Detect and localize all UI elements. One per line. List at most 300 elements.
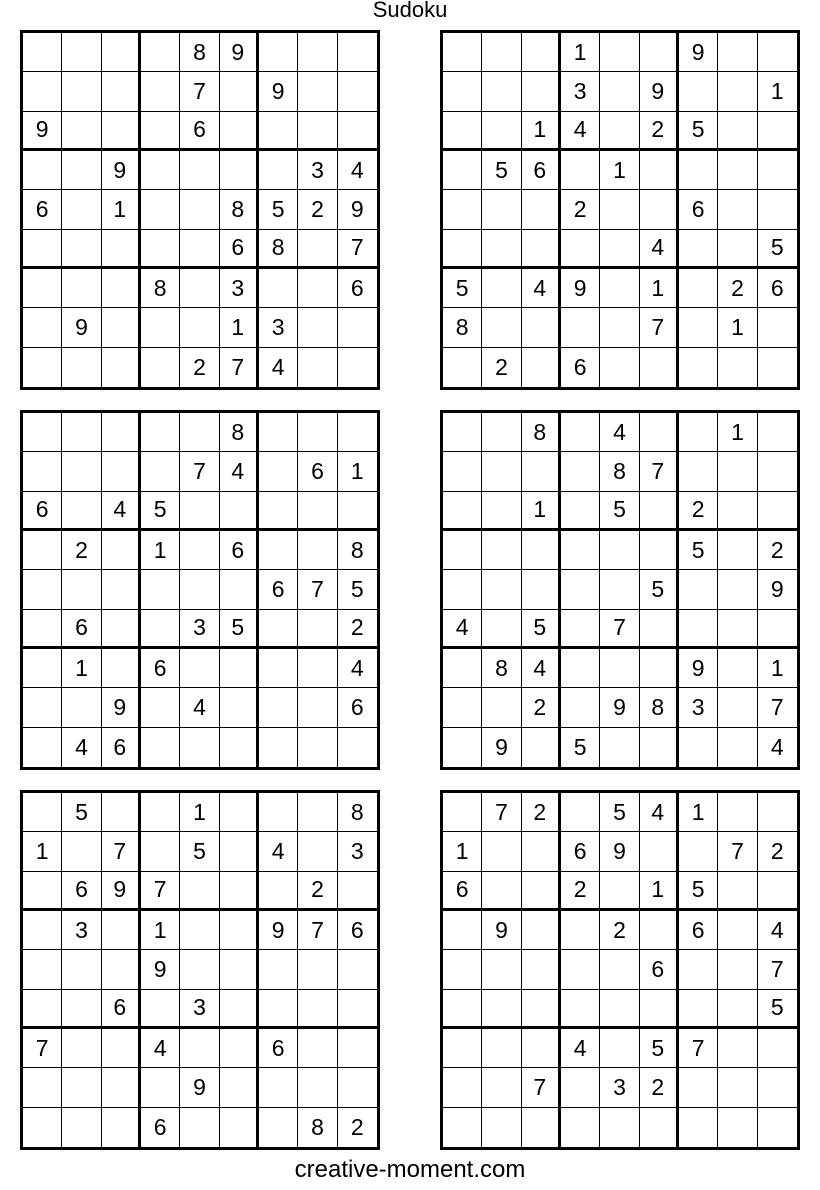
sudoku-cell: 1 — [640, 269, 679, 308]
sudoku-cell — [758, 492, 797, 531]
sudoku-cell: 1 — [718, 308, 757, 347]
sudoku-cell: 2 — [758, 531, 797, 570]
sudoku-cell — [102, 230, 141, 269]
sudoku-cell — [298, 1068, 337, 1107]
sudoku-cell — [180, 151, 219, 190]
sudoku-cell — [561, 452, 600, 491]
sudoku-cell — [180, 1029, 219, 1068]
sudoku-cell — [718, 72, 757, 111]
sudoku-cell — [718, 348, 757, 387]
sudoku-cell: 7 — [679, 1029, 718, 1068]
sudoku-cell: 4 — [522, 269, 561, 308]
sudoku-cell — [23, 911, 62, 950]
sudoku-cell — [259, 413, 298, 452]
sudoku-cell — [443, 728, 482, 767]
sudoku-cell — [298, 33, 337, 72]
sudoku-cell — [522, 1029, 561, 1068]
sudoku-cell — [298, 413, 337, 452]
sudoku-cell — [443, 990, 482, 1029]
sudoku-cell — [338, 112, 377, 151]
sudoku-cell: 8 — [522, 413, 561, 452]
sudoku-cell — [758, 1108, 797, 1147]
sudoku-cell — [141, 688, 180, 727]
sudoku-cell — [338, 728, 377, 767]
sudoku-cell: 1 — [180, 793, 219, 832]
sudoku-cell — [220, 570, 259, 609]
sudoku-cell — [718, 190, 757, 229]
sudoku-cell — [718, 452, 757, 491]
sudoku-cell — [443, 151, 482, 190]
sudoku-cell — [23, 1108, 62, 1147]
sudoku-cell — [522, 872, 561, 911]
sudoku-cell — [62, 1068, 101, 1107]
sudoku-cell — [679, 452, 718, 491]
sudoku-cell — [561, 649, 600, 688]
sudoku-cell — [443, 793, 482, 832]
sudoku-cell — [180, 190, 219, 229]
sudoku-cell — [220, 72, 259, 111]
sudoku-cell — [298, 348, 337, 387]
sudoku-cell — [758, 793, 797, 832]
sudoku-cell: 9 — [62, 308, 101, 347]
sudoku-cell — [220, 1029, 259, 1068]
sudoku-cell — [600, 348, 639, 387]
sudoku-cell — [298, 990, 337, 1029]
sudoku-cell — [522, 72, 561, 111]
sudoku-cell — [259, 452, 298, 491]
sudoku-cell — [679, 1068, 718, 1107]
sudoku-cell: 6 — [561, 348, 600, 387]
sudoku-cell — [482, 570, 521, 609]
sudoku-cell — [23, 950, 62, 989]
sudoku-cell: 2 — [522, 793, 561, 832]
sudoku-cell: 2 — [482, 348, 521, 387]
sudoku-cell — [298, 649, 337, 688]
sudoku-cell — [298, 1029, 337, 1068]
sudoku-grid-6 — [440, 790, 800, 1150]
sudoku-cell: 7 — [23, 1029, 62, 1068]
sudoku-cell — [640, 728, 679, 767]
sudoku-cell — [23, 570, 62, 609]
sudoku-cell — [522, 531, 561, 570]
sudoku-cell: 1 — [600, 151, 639, 190]
sudoku-cell: 8 — [338, 531, 377, 570]
sudoku-cell — [679, 269, 718, 308]
sudoku-cell — [718, 610, 757, 649]
sudoku-cell — [718, 990, 757, 1029]
sudoku-cell: 1 — [141, 911, 180, 950]
sudoku-cell: 6 — [220, 531, 259, 570]
sudoku-cell — [758, 452, 797, 491]
sudoku-cell: 4 — [758, 911, 797, 950]
sudoku-cell — [220, 990, 259, 1029]
sudoku-cell — [482, 610, 521, 649]
sudoku-cell — [141, 72, 180, 111]
sudoku-cell — [758, 190, 797, 229]
sudoku-cell: 7 — [758, 950, 797, 989]
sudoku-cell: 1 — [679, 793, 718, 832]
sudoku-cell: 2 — [338, 610, 377, 649]
sudoku-cell — [443, 688, 482, 727]
sudoku-cell — [141, 793, 180, 832]
sudoku-cell — [640, 531, 679, 570]
sudoku-cell — [443, 190, 482, 229]
sudoku-cell — [102, 570, 141, 609]
sudoku-cell: 2 — [298, 190, 337, 229]
sudoku-cell — [679, 348, 718, 387]
sudoku-cell — [259, 492, 298, 531]
sudoku-cell — [180, 911, 219, 950]
sudoku-cell: 7 — [640, 308, 679, 347]
sudoku-cell: 6 — [259, 1029, 298, 1068]
sudoku-cell — [600, 1108, 639, 1147]
sudoku-cell: 1 — [718, 413, 757, 452]
sudoku-cell: 2 — [758, 832, 797, 871]
sudoku-cell — [62, 33, 101, 72]
sudoku-cell — [259, 990, 298, 1029]
sudoku-cell — [141, 570, 180, 609]
sudoku-cell — [23, 348, 62, 387]
sudoku-cell: 1 — [141, 531, 180, 570]
sudoku-cell — [259, 151, 298, 190]
sudoku-cell: 4 — [259, 348, 298, 387]
sudoku-cell — [600, 1029, 639, 1068]
sudoku-cell — [718, 649, 757, 688]
sudoku-cell — [23, 308, 62, 347]
sudoku-cell — [102, 348, 141, 387]
sudoku-cell — [718, 1029, 757, 1068]
sudoku-cell — [23, 269, 62, 308]
sudoku-cell — [561, 950, 600, 989]
sudoku-cell: 5 — [482, 151, 521, 190]
sudoku-cell: 4 — [561, 1029, 600, 1068]
sudoku-cell — [141, 112, 180, 151]
sudoku-cell: 5 — [679, 531, 718, 570]
sudoku-cell — [62, 832, 101, 871]
sudoku-grid-5 — [20, 790, 380, 1150]
sudoku-grid-1 — [20, 30, 380, 390]
sudoku-cell: 9 — [102, 151, 141, 190]
sudoku-cell — [443, 911, 482, 950]
sudoku-cell: 5 — [758, 990, 797, 1029]
sudoku-cell — [298, 610, 337, 649]
sudoku-cell — [180, 950, 219, 989]
sudoku-cell: 1 — [522, 112, 561, 151]
sudoku-cell — [141, 413, 180, 452]
sudoku-cell: 4 — [600, 413, 639, 452]
sudoku-cell: 2 — [522, 688, 561, 727]
sudoku-cell — [102, 308, 141, 347]
sudoku-cell: 2 — [298, 872, 337, 911]
sudoku-cell — [259, 793, 298, 832]
sudoku-cell: 6 — [338, 911, 377, 950]
sudoku-cell: 7 — [758, 688, 797, 727]
sudoku-cell — [180, 649, 219, 688]
sudoku-cell — [443, 348, 482, 387]
sudoku-cell — [600, 230, 639, 269]
sudoku-cell — [102, 72, 141, 111]
sudoku-cell — [522, 33, 561, 72]
sudoku-cell — [718, 793, 757, 832]
sudoku-cell — [62, 72, 101, 111]
sudoku-cell — [141, 151, 180, 190]
sudoku-cell — [220, 1108, 259, 1147]
sudoku-grid-2 — [440, 30, 800, 390]
sudoku-cell — [482, 230, 521, 269]
sudoku-cell: 6 — [220, 230, 259, 269]
sudoku-cell — [561, 492, 600, 531]
sudoku-cell — [640, 413, 679, 452]
sudoku-cell — [23, 793, 62, 832]
sudoku-cell — [259, 33, 298, 72]
sudoku-cell: 8 — [482, 649, 521, 688]
sudoku-cell — [758, 33, 797, 72]
sudoku-cell — [180, 1108, 219, 1147]
sudoku-cell: 7 — [482, 793, 521, 832]
sudoku-cell — [102, 452, 141, 491]
sudoku-cell — [180, 728, 219, 767]
sudoku-cell: 1 — [443, 832, 482, 871]
sudoku-cell — [141, 990, 180, 1029]
sudoku-cell: 1 — [23, 832, 62, 871]
sudoku-cell: 8 — [220, 190, 259, 229]
sudoku-cell — [220, 112, 259, 151]
sudoku-cell — [522, 308, 561, 347]
sudoku-cell: 4 — [522, 649, 561, 688]
sudoku-cell: 6 — [102, 990, 141, 1029]
sudoku-cell — [180, 872, 219, 911]
sudoku-cell: 1 — [338, 452, 377, 491]
site-url-footer: creative-moment.com — [294, 1156, 526, 1183]
sudoku-cell: 9 — [259, 911, 298, 950]
sudoku-cell — [561, 610, 600, 649]
sudoku-cell — [102, 610, 141, 649]
sudoku-cell — [443, 1108, 482, 1147]
sudoku-cell: 6 — [679, 911, 718, 950]
sudoku-cell — [640, 348, 679, 387]
sudoku-cell — [338, 990, 377, 1029]
sudoku-cell: 4 — [259, 832, 298, 871]
sudoku-cell — [679, 950, 718, 989]
sudoku-cell — [482, 190, 521, 229]
sudoku-cell: 6 — [180, 112, 219, 151]
sudoku-cell — [23, 990, 62, 1029]
sudoku-cell — [102, 950, 141, 989]
sudoku-cell — [338, 1068, 377, 1107]
sudoku-cell: 2 — [180, 348, 219, 387]
sudoku-cell — [482, 413, 521, 452]
sudoku-cell — [62, 112, 101, 151]
sudoku-cell: 3 — [220, 269, 259, 308]
sudoku-cell — [718, 950, 757, 989]
sudoku-cell — [298, 793, 337, 832]
sudoku-cell — [298, 308, 337, 347]
sudoku-cell — [298, 688, 337, 727]
sudoku-cell — [443, 72, 482, 111]
sudoku-cell — [679, 413, 718, 452]
sudoku-cell: 5 — [640, 1029, 679, 1068]
sudoku-cell — [561, 1068, 600, 1107]
sudoku-cell: 5 — [522, 610, 561, 649]
sudoku-cell — [600, 72, 639, 111]
sudoku-cell: 1 — [102, 190, 141, 229]
sudoku-cell — [62, 990, 101, 1029]
sudoku-cell — [23, 230, 62, 269]
sudoku-cell: 5 — [443, 269, 482, 308]
sudoku-cell — [482, 33, 521, 72]
sudoku-cell: 6 — [679, 190, 718, 229]
sudoku-cell: 4 — [141, 1029, 180, 1068]
sudoku-cell — [758, 1068, 797, 1107]
sudoku-cell — [62, 348, 101, 387]
sudoku-cell — [338, 413, 377, 452]
sudoku-cell — [679, 832, 718, 871]
sudoku-cell: 9 — [102, 688, 141, 727]
sudoku-cell — [561, 793, 600, 832]
sudoku-cell — [338, 950, 377, 989]
sudoku-cell: 5 — [220, 610, 259, 649]
sudoku-cell: 7 — [180, 72, 219, 111]
sudoku-cell — [338, 308, 377, 347]
sudoku-cell — [298, 492, 337, 531]
sudoku-cell — [561, 990, 600, 1029]
sudoku-cell — [141, 832, 180, 871]
sudoku-cell — [522, 728, 561, 767]
sudoku-cell: 1 — [758, 649, 797, 688]
sudoku-cell: 9 — [482, 911, 521, 950]
sudoku-cell — [561, 308, 600, 347]
sudoku-cell — [718, 492, 757, 531]
sudoku-cell — [482, 531, 521, 570]
sudoku-cell — [482, 990, 521, 1029]
sudoku-cell — [23, 610, 62, 649]
sudoku-cell: 6 — [23, 190, 62, 229]
sudoku-cell — [102, 1108, 141, 1147]
sudoku-cell — [718, 911, 757, 950]
sudoku-cell — [718, 1108, 757, 1147]
sudoku-cell: 8 — [180, 33, 219, 72]
sudoku-cell — [482, 1108, 521, 1147]
sudoku-cell — [718, 872, 757, 911]
sudoku-cell — [758, 413, 797, 452]
sudoku-cell — [522, 190, 561, 229]
sudoku-cell — [102, 531, 141, 570]
sudoku-cell — [522, 348, 561, 387]
sudoku-cell — [102, 413, 141, 452]
sudoku-cell: 9 — [259, 72, 298, 111]
sudoku-cell: 4 — [338, 151, 377, 190]
sudoku-cell — [600, 308, 639, 347]
sudoku-cell — [640, 190, 679, 229]
sudoku-cell — [600, 990, 639, 1029]
sudoku-cell: 6 — [62, 872, 101, 911]
sudoku-cell — [220, 950, 259, 989]
sudoku-cell — [679, 72, 718, 111]
sudoku-cell — [23, 531, 62, 570]
sudoku-cell — [758, 348, 797, 387]
sudoku-cell — [23, 33, 62, 72]
sudoku-cell — [23, 728, 62, 767]
sudoku-cell: 6 — [141, 1108, 180, 1147]
sudoku-cell — [482, 950, 521, 989]
sudoku-cell — [561, 230, 600, 269]
sudoku-cell — [298, 728, 337, 767]
sudoku-cell: 6 — [298, 452, 337, 491]
sudoku-cell — [640, 610, 679, 649]
sudoku-cell — [259, 610, 298, 649]
sudoku-cell — [102, 649, 141, 688]
sudoku-cell: 5 — [600, 492, 639, 531]
sudoku-cell — [62, 190, 101, 229]
sudoku-cell — [600, 33, 639, 72]
sudoku-cell — [443, 1029, 482, 1068]
sudoku-cell — [259, 688, 298, 727]
sudoku-cell — [522, 1108, 561, 1147]
sudoku-cell — [718, 688, 757, 727]
sudoku-cell: 9 — [102, 872, 141, 911]
sudoku-cell — [718, 570, 757, 609]
sudoku-cell — [141, 308, 180, 347]
sudoku-cell — [298, 950, 337, 989]
sudoku-cell: 4 — [640, 230, 679, 269]
sudoku-cell: 5 — [180, 832, 219, 871]
sudoku-cell: 3 — [259, 308, 298, 347]
sudoku-cell — [679, 610, 718, 649]
sudoku-cell: 5 — [600, 793, 639, 832]
sudoku-cell: 8 — [338, 793, 377, 832]
sudoku-cell — [522, 230, 561, 269]
sudoku-grid-3 — [20, 410, 380, 770]
sudoku-cell: 6 — [338, 688, 377, 727]
sudoku-cell — [102, 1029, 141, 1068]
sudoku-cell: 8 — [220, 413, 259, 452]
sudoku-cell: 3 — [338, 832, 377, 871]
sudoku-cell — [522, 990, 561, 1029]
sudoku-cell — [561, 151, 600, 190]
sudoku-cell — [102, 911, 141, 950]
sudoku-cell — [180, 413, 219, 452]
sudoku-cell — [522, 452, 561, 491]
sudoku-cell — [180, 269, 219, 308]
sudoku-cell — [338, 492, 377, 531]
sudoku-cell — [23, 649, 62, 688]
sudoku-cell — [679, 151, 718, 190]
sudoku-cell: 6 — [102, 728, 141, 767]
sudoku-cell — [62, 492, 101, 531]
sudoku-cell — [482, 269, 521, 308]
sudoku-cell — [758, 112, 797, 151]
sudoku-cell — [180, 230, 219, 269]
sudoku-cell — [443, 649, 482, 688]
sudoku-cell — [23, 1068, 62, 1107]
sudoku-cell: 6 — [443, 872, 482, 911]
sudoku-cell — [600, 728, 639, 767]
sudoku-cell: 1 — [561, 33, 600, 72]
sudoku-cell — [102, 33, 141, 72]
sudoku-cell — [102, 269, 141, 308]
sudoku-cell: 9 — [600, 832, 639, 871]
sudoku-cell — [220, 649, 259, 688]
sudoku-cell — [298, 72, 337, 111]
sudoku-cell: 4 — [220, 452, 259, 491]
sudoku-cell — [298, 112, 337, 151]
sudoku-cell: 9 — [600, 688, 639, 727]
sudoku-cell — [443, 33, 482, 72]
sudoku-cell: 3 — [62, 911, 101, 950]
sudoku-cell — [758, 872, 797, 911]
sudoku-cell — [62, 230, 101, 269]
sudoku-cell — [443, 492, 482, 531]
